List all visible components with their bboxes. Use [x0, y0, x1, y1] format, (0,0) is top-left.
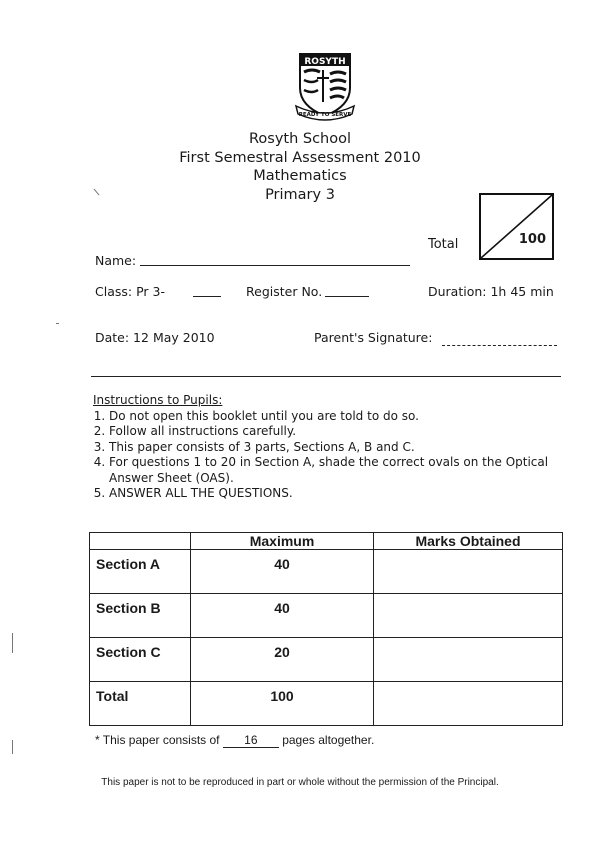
register-label: Register No.: [246, 284, 323, 299]
section-obtained: [374, 638, 563, 682]
instruction-item: 1. Do not open this booklet until you are told to do so.: [109, 409, 549, 425]
parent-signature-line: [442, 345, 557, 346]
scan-speck: [56, 323, 59, 324]
subject-title: Mathematics: [253, 168, 347, 184]
register-line: [325, 296, 369, 297]
section-name: Section A: [90, 550, 191, 594]
table-row: [90, 550, 563, 594]
table-row: [90, 594, 563, 638]
pages-prefix: * This paper consists of: [95, 733, 220, 747]
section-max: 40: [191, 550, 374, 594]
pages-suffix: pages altogether.: [282, 733, 375, 747]
marks-table: [89, 532, 563, 726]
section-name: Total: [90, 682, 191, 726]
table-row: [90, 682, 563, 726]
instructions: [93, 393, 549, 502]
table-header: Maximum: [191, 533, 374, 550]
crest-motto: READY TO SERVE: [298, 112, 352, 118]
scan-speck: [12, 633, 13, 653]
pages-note: [95, 733, 374, 748]
instructions-title: Instructions to Pupils:: [93, 393, 223, 407]
date: Date: 12 May 2010: [95, 330, 215, 345]
table-row: [90, 638, 563, 682]
section-obtained: [374, 550, 563, 594]
pages-count: 16: [223, 733, 279, 748]
school-crest: [294, 50, 356, 122]
table-header: Marks Obtained: [374, 533, 563, 550]
separator-line: [91, 376, 561, 377]
scan-speck: [12, 740, 13, 754]
copyright-footer: This paper is not to be reproduced in part or whole without the permission of the Principal.: [101, 777, 499, 788]
section-obtained: [374, 594, 563, 638]
duration: Duration: 1h 45 min: [428, 284, 554, 299]
parent-signature-label: Parent's Signature:: [314, 330, 433, 345]
section-obtained: [374, 682, 563, 726]
name-line: [140, 265, 410, 266]
section-name: Section C: [90, 638, 191, 682]
instruction-item: 3. This paper consists of 3 parts, Sections A, B and C.: [109, 440, 549, 456]
total-label: Total: [428, 237, 459, 252]
section-max: 40: [191, 594, 374, 638]
crest-top-text: ROSYTH: [304, 57, 346, 67]
name-label: Name:: [95, 253, 137, 268]
section-name: Section B: [90, 594, 191, 638]
instruction-item: 5. ANSWER ALL THE QUESTIONS.: [109, 486, 549, 502]
total-score-box: [479, 193, 554, 260]
section-max: 100: [191, 682, 374, 726]
level-title: Primary 3: [265, 187, 335, 203]
table-header: [90, 533, 191, 550]
table-header-row: [90, 533, 563, 550]
assessment-title: First Semestral Assessment 2010: [179, 150, 421, 166]
instruction-item: 4. For questions 1 to 20 in Section A, shade the correct ovals on the Optical Answer Sheet (OAS).: [109, 455, 549, 486]
instruction-item: 2. Follow all instructions carefully.: [109, 424, 549, 440]
total-max: 100: [518, 232, 546, 247]
class-line: [193, 296, 221, 297]
school-name: Rosyth School: [248, 131, 352, 147]
class-label: Class: Pr 3-: [95, 284, 165, 299]
section-max: 20: [191, 638, 374, 682]
